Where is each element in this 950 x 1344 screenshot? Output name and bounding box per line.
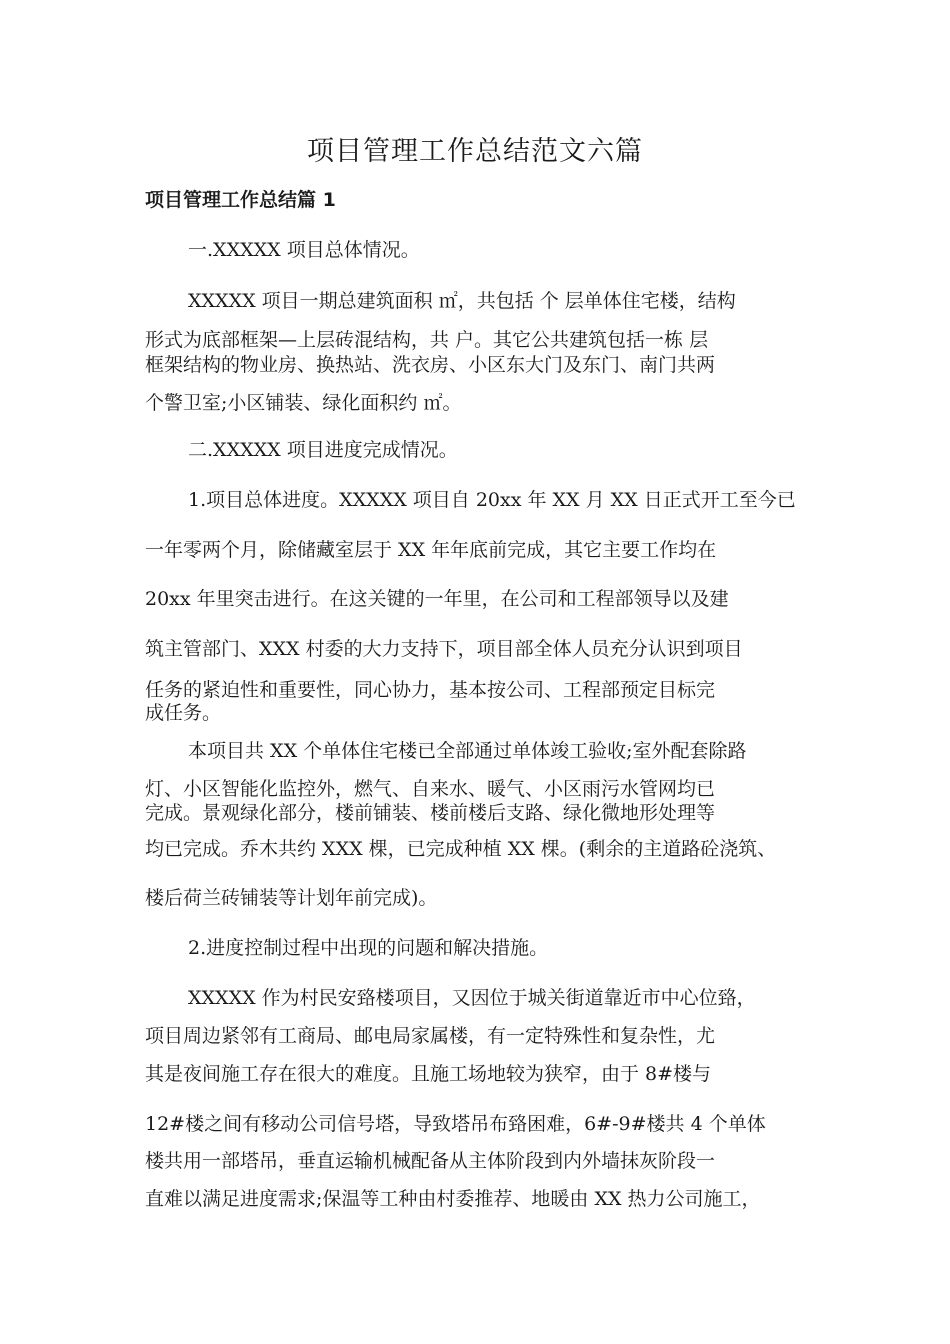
paragraph-line: 筑主管部门、XXX 村委的大力支持下，项目部全体人员充分认识到项目 bbox=[145, 638, 743, 660]
paragraph-line: 直难以满足进度需求;保温等工种由村委推荐、地暖由 XX 热力公司施工， bbox=[145, 1188, 761, 1210]
paragraph-line: 框架结构的物业房、换热站、洗衣房、小区东大门及东门、南门共两 bbox=[145, 354, 716, 376]
paragraph-line: 完成。景观绿化部分，楼前铺装、楼前楼后支路、绿化微地形处理等 bbox=[145, 802, 716, 824]
paragraph-line: 成任务。 bbox=[145, 702, 222, 724]
paragraph-line: 二.XXXXX 项目进度完成情况。 bbox=[188, 439, 458, 461]
paragraph-line: XXXXX 作为村民安臵楼项目，又因位于城关街道靠近市中心位臵， bbox=[188, 987, 756, 1009]
paragraph-line: XXXXX 项目一期总建筑面积 ㎡，共包括 个 层单体住宅楼，结构 bbox=[188, 290, 736, 312]
paragraph-line: 楼后荷兰砖铺装等计划年前完成)。 bbox=[145, 887, 438, 909]
paragraph-line: 形式为底部框架—上层砖混结构，共 户。其它公共建筑包括一栋 层 bbox=[145, 329, 709, 351]
paragraph-line: 本项目共 XX 个单体住宅楼已全部通过单体竣工验收;室外配套除路 bbox=[188, 740, 747, 762]
paragraph-line: 均已完成。乔木共约 XXX 棵，已完成种植 XX 棵。(剩余的主道路砼浇筑、 bbox=[145, 838, 777, 860]
document-title: 项目管理工作总结范文六篇 bbox=[307, 136, 643, 167]
paragraph-line: 1.项目总体进度。XXXXX 项目自 20xx 年 XX 月 XX 日正式开工至今已 bbox=[188, 489, 796, 511]
paragraph-line: 一.XXXXX 项目总体情况。 bbox=[188, 239, 420, 261]
paragraph-line: 灯、小区智能化监控外，燃气、自来水、暖气、小区雨污水管网均已 bbox=[145, 778, 716, 800]
paragraph-line: 楼共用一部塔吊，垂直运输机械配备从主体阶段到内外墙抹灰阶段一 bbox=[145, 1150, 716, 1172]
paragraph-line: 个警卫室;小区铺装、绿化面积约 ㎡。 bbox=[145, 392, 462, 414]
paragraph-line: 20xx 年里突击进行。在这关键的一年里，在公司和工程部领导以及建 bbox=[145, 588, 729, 610]
paragraph-line: 一年零两个月，除储藏室层于 XX 年年底前完成，其它主要工作均在 bbox=[145, 539, 717, 561]
paragraph-line: 其是夜间施工存在很大的难度。且施工场地较为狭窄，由于 8#楼与 bbox=[145, 1063, 712, 1085]
paragraph-line: 12#楼之间有移动公司信号塔，导致塔吊布臵困难，6#-9#楼共 4 个单体 bbox=[145, 1113, 766, 1135]
paragraph-line: 项目周边紧邻有工商局、邮电局家属楼，有一定特殊性和复杂性，尤 bbox=[145, 1025, 716, 1047]
paragraph-line: 2.进度控制过程中出现的问题和解决措施。 bbox=[188, 937, 549, 959]
paragraph-line: 任务的紧迫性和重要性，同心协力，基本按公司、工程部预定目标完 bbox=[145, 679, 716, 701]
section-heading: 项目管理工作总结篇 1 bbox=[145, 189, 336, 211]
